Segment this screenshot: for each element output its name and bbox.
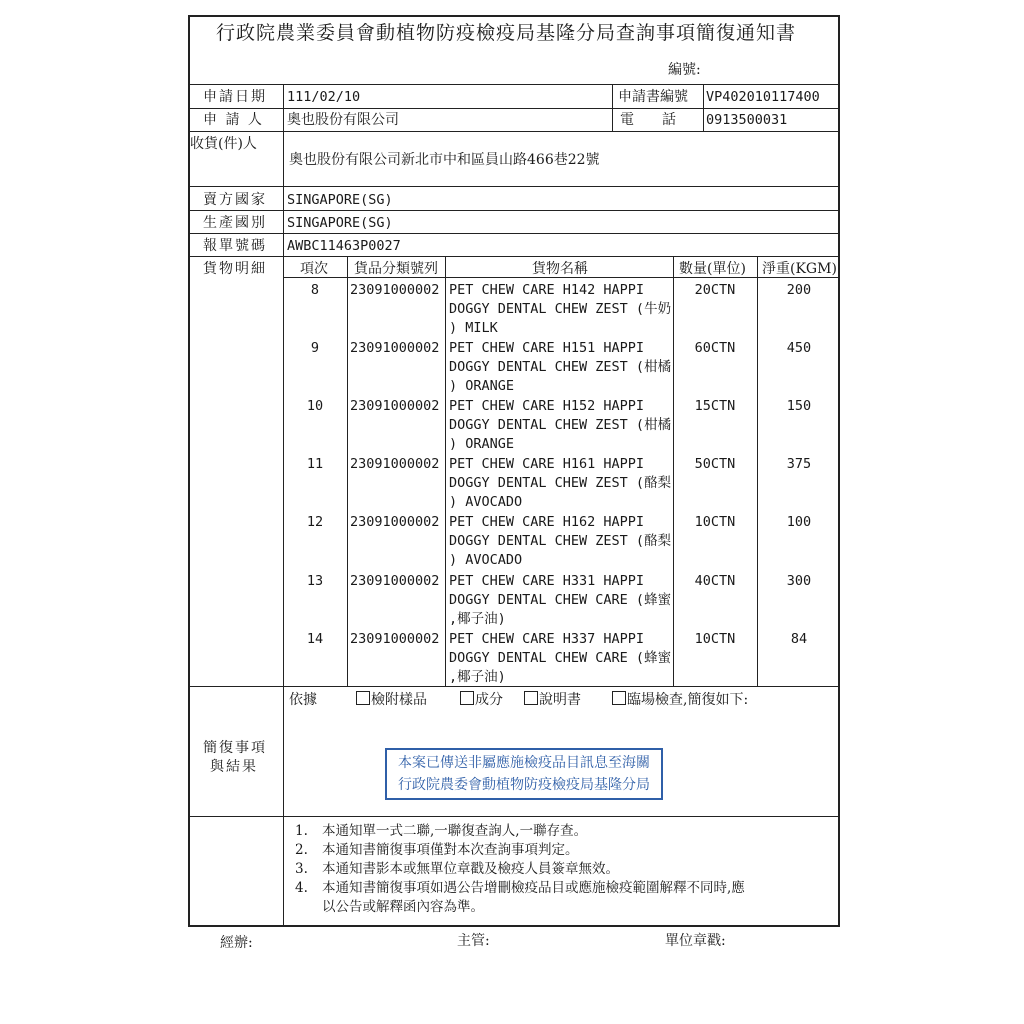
consignee-value: 奧也股份有限公司新北市中和區員山路466巷22號 <box>289 152 600 168</box>
rule <box>188 210 840 211</box>
rule <box>188 108 840 109</box>
note-text: 本通知書簡復事項僅對本次查詢事項判定。 <box>322 842 579 858</box>
net-weight: 450 <box>786 340 812 356</box>
goods-name-line: ,椰子油) <box>449 669 506 685</box>
note-text: 本通知書簡復事項如遇公告增刪檢疫品目或應施檢疫範圍解釋不同時,應 <box>322 880 745 896</box>
reply-section-label: 簡復事項 <box>203 740 267 756</box>
reply-column-rule <box>283 686 284 816</box>
goods-name-line: PET CHEW CARE H331 HAPPI <box>449 573 645 589</box>
classification-code: 23091000002 <box>350 340 440 356</box>
declaration-label: 報單號碼 <box>203 238 267 254</box>
rule <box>188 256 840 257</box>
item-number: 8 <box>310 282 320 298</box>
goods-name-line: ) ORANGE <box>449 378 515 394</box>
document-title: 行政院農業委員會動植物防疫檢疫局基隆分局查詢事項簡復通知書 <box>216 22 797 44</box>
net-weight: 84 <box>790 631 808 647</box>
notes-column-rule <box>283 816 284 927</box>
goods-name-line: PET CHEW CARE H152 HAPPI <box>449 398 645 414</box>
note-text: 本通知書影本或無單位章戳及檢疫人員簽章無效。 <box>322 861 619 877</box>
form-number-value: VP402010117400 <box>706 89 820 105</box>
rule <box>188 816 840 817</box>
column-header-weight: 淨重(KGM) <box>762 261 837 277</box>
applicant-value: 奧也股份有限公司 <box>287 112 399 128</box>
net-weight: 200 <box>786 282 812 298</box>
rule <box>757 256 758 686</box>
basis-label: 依據 <box>289 692 317 708</box>
rule <box>188 84 840 85</box>
goods-name-line: PET CHEW CARE H142 HAPPI <box>449 282 645 298</box>
goods-name-line: PET CHEW CARE H161 HAPPI <box>449 456 645 472</box>
sample-checkbox[interactable] <box>356 691 370 705</box>
classification-code: 23091000002 <box>350 282 440 298</box>
rule <box>703 84 704 131</box>
phone-label: 電 話 <box>620 112 676 128</box>
ingredient-checkbox[interactable] <box>460 691 474 705</box>
option-sample[interactable] <box>356 691 427 709</box>
option-inspection[interactable] <box>612 691 748 709</box>
item-number: 10 <box>306 398 324 414</box>
option-ingredient-label: 成分 <box>475 692 503 708</box>
classification-code: 23091000002 <box>350 573 440 589</box>
seller-country-value: SINGAPORE(SG) <box>287 192 393 208</box>
quantity: 60CTN <box>694 340 736 356</box>
goods-name-line: ) MILK <box>449 320 498 336</box>
goods-name-line: DOGGY DENTAL CHEW CARE (蜂蜜 <box>449 650 672 666</box>
stamp-line-1: 本案已傳送非屬應施檢疫品目訊息至海關 <box>398 755 650 771</box>
applicant-label: 申 請 人 <box>203 112 264 128</box>
column-header-name: 貨物名稱 <box>532 261 588 277</box>
supervisor-signature-label: 主管: <box>457 933 490 949</box>
column-header-code: 貨品分類號列 <box>354 261 438 277</box>
net-weight: 375 <box>786 456 812 472</box>
manual-checkbox[interactable] <box>524 691 538 705</box>
goods-name-line: DOGGY DENTAL CHEW ZEST (柑橘 <box>449 359 672 375</box>
rule <box>673 256 674 686</box>
quantity: 50CTN <box>694 456 736 472</box>
net-weight: 300 <box>786 573 812 589</box>
inspection-checkbox[interactable] <box>612 691 626 705</box>
option-manual-label: 說明書 <box>539 692 581 708</box>
rule <box>188 186 840 187</box>
note-number: 3. <box>295 861 308 877</box>
item-number: 12 <box>306 514 324 530</box>
quantity: 40CTN <box>694 573 736 589</box>
option-sample-label: 檢附樣品 <box>371 692 427 708</box>
consignee-label: 收貨(件)人 <box>190 136 257 152</box>
quantity: 20CTN <box>694 282 736 298</box>
goods-name-line: DOGGY DENTAL CHEW ZEST (牛奶 <box>449 301 672 317</box>
column-header-item: 項次 <box>300 261 328 277</box>
goods-name-line: ) ORANGE <box>449 436 515 452</box>
phone-value: 0913500031 <box>706 112 788 128</box>
quantity: 15CTN <box>694 398 736 414</box>
note-number: 1. <box>295 823 308 839</box>
classification-code: 23091000002 <box>350 456 440 472</box>
rule <box>188 131 840 132</box>
option-ingredient[interactable] <box>460 691 503 709</box>
seller-country-label: 賣方國家 <box>203 192 267 208</box>
net-weight: 150 <box>786 398 812 414</box>
note-text: 以公告或解釋函內容為準。 <box>322 899 484 915</box>
item-number: 14 <box>306 631 324 647</box>
item-number: 13 <box>306 573 324 589</box>
quantity: 10CTN <box>694 514 736 530</box>
goods-name-line: DOGGY DENTAL CHEW ZEST (柑橘 <box>449 417 672 433</box>
option-manual[interactable] <box>524 691 581 709</box>
label-column-rule <box>283 84 284 686</box>
goods-name-line: PET CHEW CARE H151 HAPPI <box>449 340 645 356</box>
goods-section-label: 貨物明細 <box>203 261 267 277</box>
serial-number-label: 編號: <box>668 62 701 78</box>
rule <box>347 256 348 686</box>
goods-name-line: ) AVOCADO <box>449 494 523 510</box>
apply-date-value: 111/02/10 <box>287 89 361 105</box>
rule <box>188 686 840 687</box>
origin-country-value: SINGAPORE(SG) <box>287 215 393 231</box>
reply-section-label-2: 與結果 <box>210 759 258 775</box>
rule <box>188 233 840 234</box>
stamp-line-2: 行政院農委會動植物防疫檢疫局基隆分局 <box>398 777 650 793</box>
note-number: 2. <box>295 842 308 858</box>
option-inspection-label: 臨場檢查,簡復如下: <box>627 692 749 708</box>
official-stamp <box>385 748 663 800</box>
quantity: 10CTN <box>694 631 736 647</box>
note-text: 本通知單一式二聯,一聯復查詢人,一聯存查。 <box>322 823 588 839</box>
apply-date-label: 申請日期 <box>203 89 267 105</box>
form-number-label: 申請書編號 <box>618 89 688 105</box>
rule <box>445 256 446 686</box>
goods-name-line: ) AVOCADO <box>449 552 523 568</box>
item-number: 9 <box>310 340 320 356</box>
goods-name-line: DOGGY DENTAL CHEW CARE (蜂蜜 <box>449 592 672 608</box>
goods-name-line: PET CHEW CARE H337 HAPPI <box>449 631 645 647</box>
goods-name-line: ,椰子油) <box>449 611 506 627</box>
net-weight: 100 <box>786 514 812 530</box>
origin-country-label: 生產國別 <box>203 215 267 231</box>
column-header-quantity: 數量(單位) <box>679 261 746 277</box>
note-number: 4. <box>295 880 308 896</box>
rule <box>612 84 613 131</box>
declaration-value: AWBC11463P0027 <box>287 238 401 254</box>
item-number: 11 <box>306 456 324 472</box>
classification-code: 23091000002 <box>350 398 440 414</box>
classification-code: 23091000002 <box>350 514 440 530</box>
goods-name-line: PET CHEW CARE H162 HAPPI <box>449 514 645 530</box>
goods-name-line: DOGGY DENTAL CHEW ZEST (酪梨 <box>449 475 672 491</box>
handler-signature-label: 經辦: <box>220 935 253 951</box>
classification-code: 23091000002 <box>350 631 440 647</box>
goods-name-line: DOGGY DENTAL CHEW ZEST (酪梨 <box>449 533 672 549</box>
unit-seal-label: 單位章戳: <box>665 933 726 949</box>
